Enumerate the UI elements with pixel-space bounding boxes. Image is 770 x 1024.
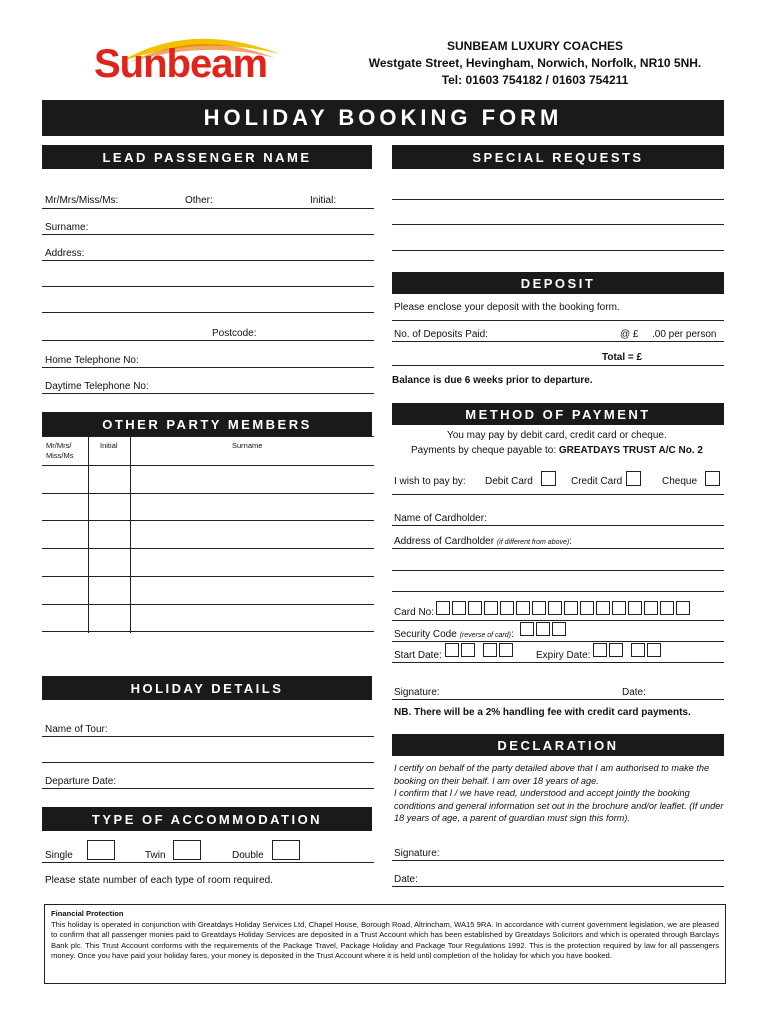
payment-date-label: Date: [622,687,646,698]
financial-protection-box [44,904,726,984]
debit-checkbox[interactable] [541,471,556,486]
twin-box[interactable] [173,840,201,860]
declaration-text [394,762,724,825]
lead-passenger-heading: LEAD PASSENGER NAME [42,145,372,169]
postcode-line[interactable] [42,340,374,341]
declaration-text-2: I confirm that I / we have read, understood and accept jointly the booking conditions and general information set out in the brochure and/or leaflet. (If under 18 years of age, a parent of guardian must sign this form). [394,788,724,823]
single-label: Single [45,850,73,861]
expiry-date-boxes [593,643,683,659]
start-date-boxes [445,643,535,659]
address-label: Address: [45,248,85,259]
num-deposits-line[interactable] [392,341,724,342]
postcode-label: Postcode: [212,328,257,339]
party-row[interactable] [42,604,374,605]
payment-line1: You may pay by debit card, credit card or cheque. [447,430,667,441]
company-tel: Tel: 01603 754182 / 01603 754211 [441,73,629,87]
company-address: Westgate Street, Hevingham, Norwich, Norfolk, NR10 5NH. [368,56,702,70]
total-label: Total = £ [602,352,643,363]
address-line-2[interactable] [42,286,374,287]
surname-line[interactable] [42,234,374,235]
payment-heading: METHOD OF PAYMENT [392,403,724,425]
card-digit-box[interactable] [580,601,594,615]
declaration-text-1: I certify on behalf of the party detailed above that I am authorised to make the booking on their behalf. I am over 18 years of age. [394,763,710,786]
payment-line2 [411,445,703,456]
declaration-signature-label: Signature: [394,848,440,859]
card-digit-box[interactable] [452,601,466,615]
balance-note: Balance is due 6 weeks prior to departure. [392,375,593,386]
security-label: Security Code (reverse of card): [394,629,514,640]
card-digit-box[interactable] [436,601,450,615]
expiry-date-digit-box[interactable] [647,643,661,657]
company-name: SUNBEAM LUXURY COACHES [446,39,623,53]
security-digit-box[interactable] [520,622,534,636]
accommodation-heading: TYPE OF ACCOMMODATION [42,807,372,831]
sunbeam-logo [90,24,290,90]
total-line[interactable] [392,365,724,366]
card-digit-box[interactable] [612,601,626,615]
credit-checkbox[interactable] [626,471,641,486]
form-title: HOLIDAY BOOKING FORM [42,100,724,136]
security-note: (reverse of card) [459,632,511,639]
start-date-digit-box[interactable] [499,643,513,657]
day-tel-label: Daytime Telephone No: [45,381,149,392]
deposit-line [392,320,724,321]
home-tel-line[interactable] [42,367,374,368]
cardholder-line[interactable] [392,525,724,526]
double-label: Double [232,850,264,861]
departure-label: Departure Date: [45,776,117,787]
payee-name: GREATDAYS TRUST A/C No. 2 [558,445,703,456]
declaration-date-label: Date: [394,874,418,885]
party-row[interactable] [42,576,374,577]
cardholder-address-line-3[interactable] [392,591,724,592]
party-col-surname: Surname [232,441,263,450]
title-line[interactable] [42,208,374,209]
deposit-at-label: @ £ [620,329,639,340]
party-row[interactable] [42,520,374,521]
declaration-signature-line[interactable] [392,860,724,861]
card-digit-box[interactable] [660,601,674,615]
card-digit-box[interactable] [564,601,578,615]
card-digit-box[interactable] [516,601,530,615]
surname-label: Surname: [45,222,89,233]
start-date-digit-box[interactable] [483,643,497,657]
expiry-date-label: Expiry Date: [536,650,591,661]
special-line-3[interactable] [392,250,724,251]
security-code-boxes [520,622,580,638]
tour-label: Name of Tour: [45,724,108,735]
credit-label: Credit Card [571,476,623,487]
expiry-date-digit-box[interactable] [631,643,645,657]
payment-signature-line[interactable] [392,699,724,700]
financial-text: This holiday is operated in conjunction with Greatdays Holiday Services Ltd, Chapel House, Borough Road, Altrincham, WA15 9RA. In accordance with current government legislation, we are pleased to confirm that all passenger monies paid to Greatdays Holiday Services are deposited in a Trust Account which has been established by Greatdays Solicitors and which is operated through Barclays Bank plc. This Trust Account conforms with the requirements of the Package Travel, Package Holiday and Package Tour Regulations 1992. This is the protection required by law for all passengers money. Once you have paid your holiday fares, your money is deposited in the Trust Account where it is held until completion of the holiday for which you have booked. [51,919,719,961]
cardholder-address-note: (if different from above) [496,539,570,546]
start-date-digit-box[interactable] [461,643,475,657]
party-row[interactable] [42,465,374,466]
tour-line-2[interactable] [42,762,374,763]
start-date-label: Start Date: [394,650,442,661]
departure-line[interactable] [42,788,374,789]
special-requests-heading: SPECIAL REQUESTS [392,145,724,169]
party-col-title: Mr/Mrs/ Miss/Ms [46,441,74,460]
address-line-3[interactable] [42,312,374,313]
single-box[interactable] [87,840,115,860]
card-number-boxes [436,601,726,617]
party-heading: OTHER PARTY MEMBERS [42,412,372,436]
accommodation-note: Please state number of each type of room required. [45,875,273,886]
wish-label: I wish to pay by: [394,476,466,487]
card-digit-box[interactable] [676,601,690,615]
party-col-initial: Initial [100,441,118,450]
card-digit-box[interactable] [468,601,482,615]
debit-label: Debit Card [485,476,533,487]
twin-label: Twin [145,850,166,861]
security-digit-box[interactable] [552,622,566,636]
special-line-2[interactable] [392,224,724,225]
declaration-heading: DECLARATION [392,734,724,756]
cardholder-address-line-2[interactable] [392,570,724,571]
start-date-digit-box[interactable] [445,643,459,657]
holiday-heading: HOLIDAY DETAILS [42,676,372,700]
card-digit-box[interactable] [596,601,610,615]
logo-text: Sunbeam [94,42,268,86]
card-digit-box[interactable] [484,601,498,615]
special-line-1[interactable] [392,199,724,200]
cheque-label: Cheque [662,476,698,487]
party-table [42,436,374,632]
cardholder-address-label: Address of Cardholder (if different from above): [394,536,572,547]
deposit-heading: DEPOSIT [392,272,724,294]
initial-label: Initial: [310,195,337,206]
payable-prefix: Payments by cheque payable to: [411,445,557,456]
expiry-date-digit-box[interactable] [593,643,607,657]
tour-line-1[interactable] [42,736,374,737]
party-row[interactable] [42,548,374,549]
payment-signature-label: Signature: [394,687,440,698]
cardholder-label: Name of Cardholder: [394,513,487,524]
card-no-label: Card No: [394,607,435,618]
declaration-date-line[interactable] [392,886,724,887]
day-tel-line[interactable] [42,393,374,394]
title-label: Mr/Mrs/Miss/Ms: [45,195,119,206]
security-text: Security Code [394,629,457,640]
party-row[interactable] [42,493,374,494]
cardholder-address-text: Address of Cardholder [394,536,495,547]
deposit-note: Please enclose your deposit with the booking form. [394,302,620,313]
fee-note: NB. There will be a 2% handling fee with credit card payments. [394,707,691,718]
card-digit-box[interactable] [500,601,514,615]
home-tel-label: Home Telephone No: [45,355,139,366]
address-line-1[interactable] [42,260,374,261]
per-person-label: .00 per person [652,329,717,340]
card-digit-box[interactable] [644,601,658,615]
cheque-checkbox[interactable] [705,471,720,486]
card-digit-box[interactable] [628,601,642,615]
num-deposits-label: No. of Deposits Paid: [394,329,488,340]
card-digit-box[interactable] [532,601,546,615]
other-label: Other: [185,195,213,206]
financial-heading: Financial Protection [51,909,124,918]
double-box[interactable] [272,840,300,860]
expiry-date-digit-box[interactable] [609,643,623,657]
cardholder-address-line-1[interactable] [392,548,724,549]
security-digit-box[interactable] [536,622,550,636]
card-digit-box[interactable] [548,601,562,615]
